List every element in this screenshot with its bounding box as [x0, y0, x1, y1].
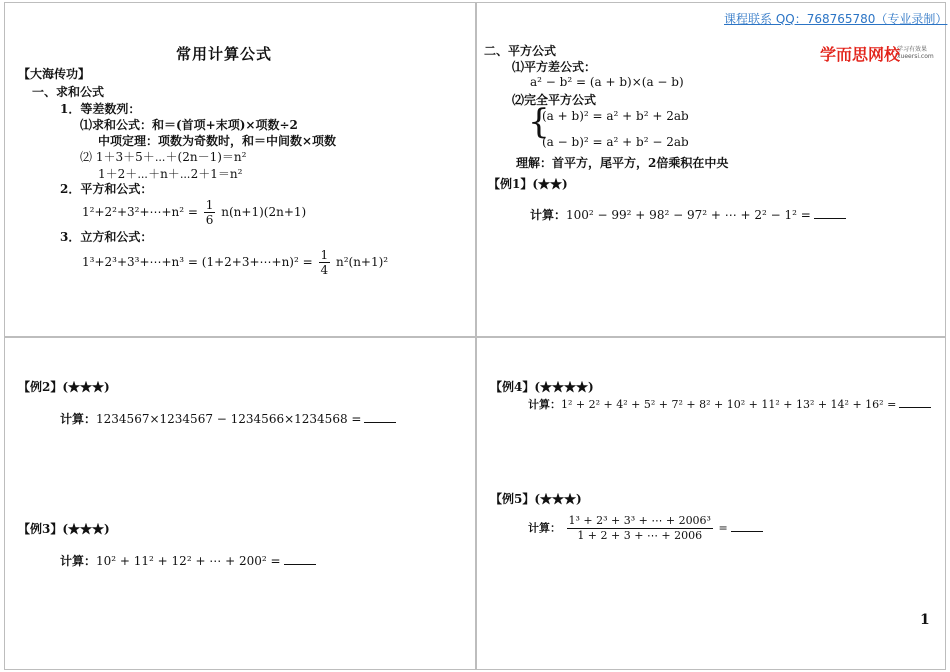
section-sum-formulas: 一、求和公式	[32, 85, 105, 99]
page-number: 1	[920, 612, 930, 628]
fraction-denominator: 6	[205, 213, 214, 227]
fraction-denominator: 4	[320, 263, 329, 277]
example-5-equals: =	[718, 521, 728, 535]
example-2-prompt: 计算：	[60, 412, 97, 426]
example-3-label: 【例3】(★★★)	[18, 522, 110, 536]
example-3-problem	[60, 552, 316, 569]
fraction-one-sixth	[204, 198, 216, 227]
answer-blank[interactable]	[899, 397, 931, 408]
logo-sub-1: 学习有效果	[897, 46, 928, 53]
contact-link[interactable]: 课程联系 QQ：768765780（专业录制）	[724, 12, 948, 26]
fraction-numerator: 1	[205, 198, 214, 212]
odd-sum-formula: ⑵ 1＋3＋5＋⋯＋(2n－1)＝n²	[80, 150, 247, 164]
example-4-problem	[528, 396, 931, 412]
example-1-label: 【例1】(★★)	[488, 177, 568, 191]
brace-symbol: {	[528, 102, 550, 142]
square-sum-rhs: n(n+1)(2n+1)	[221, 205, 307, 219]
example-2-formula: 1234567×1234567 − 1234566×1234568 =	[96, 412, 362, 426]
fraction-one-quarter	[319, 248, 331, 277]
sum-formula-text: ⑴求和公式：和＝(首项+末项)×项数÷2	[80, 118, 298, 132]
example-1-problem	[530, 206, 846, 223]
example-2-label: 【例2】(★★★)	[18, 380, 110, 394]
square-sum-formula	[82, 198, 306, 227]
difference-of-squares-label: ⑴平方差公式：	[512, 60, 597, 74]
logo-subtext	[897, 46, 934, 60]
page-title: 常用计算公式	[176, 45, 273, 63]
example-1-prompt: 计算：	[530, 208, 567, 222]
item-cube-sum: 3．立方和公式：	[60, 230, 153, 244]
difference-of-squares-formula: a² − b² = (a + b)×(a − b)	[530, 75, 684, 89]
answer-blank[interactable]	[364, 412, 396, 423]
example-5-fraction	[567, 514, 713, 543]
fraction-numerator: 1	[320, 248, 329, 262]
cube-sum-formula	[82, 248, 388, 277]
example-1-formula: 100² − 99² + 98² − 97² + ⋯ + 2² − 1² =	[566, 208, 811, 222]
logo-sub-2: xueersi.com	[897, 53, 934, 60]
example-4-formula: 1² + 2² + 4² + 5² + 7² + 8² + 10² + 11² + 13² + 14² + 16² =	[561, 398, 897, 411]
middle-term-theorem: 中项定理：项数为奇数时，和＝中间数×项数	[98, 134, 337, 148]
example-5-denominator: 1 + 2 + 3 + ⋯ + 2006	[577, 529, 703, 542]
answer-blank[interactable]	[731, 521, 763, 532]
brand-logo	[820, 42, 900, 65]
logo-text: 学而思网校	[820, 45, 901, 64]
item-square-sum: 2．平方和公式：	[60, 182, 153, 196]
perfect-square-minus: (a − b)² = a² + b² − 2ab	[542, 135, 689, 149]
example-4-prompt: 计算：	[528, 398, 561, 411]
perfect-square-label: ⑵完全平方公式	[512, 93, 597, 107]
example-3-formula: 10² + 11² + 12² + ⋯ + 200² =	[96, 554, 281, 568]
answer-blank[interactable]	[284, 554, 316, 565]
example-5-problem	[528, 514, 763, 543]
example-2-problem	[60, 410, 396, 427]
example-4-label: 【例4】(★★★★)	[490, 380, 594, 394]
perfect-square-plus: (a + b)² = a² + b² + 2ab	[542, 109, 689, 123]
answer-blank[interactable]	[814, 208, 846, 219]
section-tag: 【大海传功】	[18, 67, 91, 81]
example-5-prompt: 计算：	[528, 521, 561, 535]
item-arithmetic-sequence: 1．等差数列：	[60, 102, 141, 116]
example-5-numerator: 1³ + 2³ + 3³ + ⋯ + 2006³	[568, 514, 711, 527]
example-5-label: 【例5】(★★★)	[490, 492, 582, 506]
understanding-note: 理解：首平方，尾平方，2倍乘积在中央	[516, 156, 729, 170]
cube-sum-lhs: 1³+2³+3³+⋯+n³ = (1+2+3+⋯+n)² =	[82, 255, 313, 269]
cube-sum-rhs: n²(n+1)²	[335, 255, 389, 269]
example-3-prompt: 计算：	[60, 554, 97, 568]
section-square-formulas: 二、平方公式	[484, 44, 557, 58]
palindrome-sum-formula: 1＋2＋⋯＋n＋⋯2＋1＝n²	[98, 167, 243, 181]
square-sum-lhs: 1²+2²+3²+⋯+n² =	[82, 205, 198, 219]
